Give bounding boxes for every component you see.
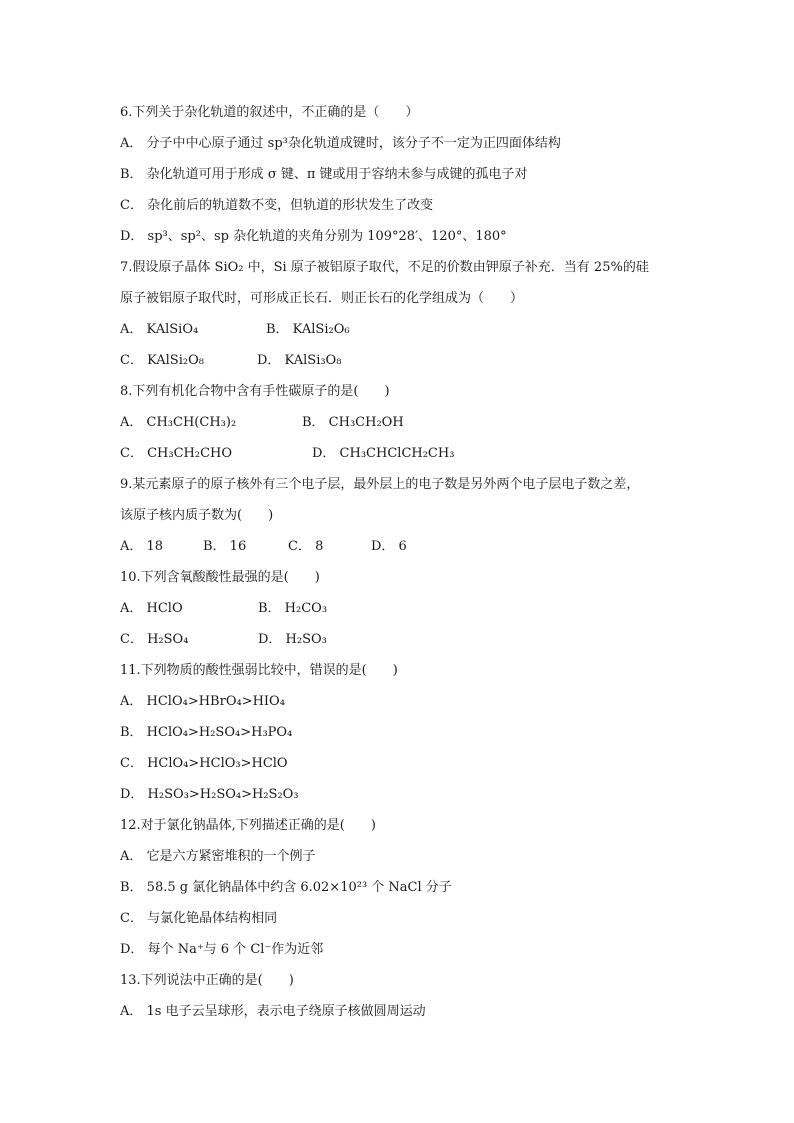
question-6-stem: 6.下列关于杂化轨道的叙述中，不正确的是（ ） (120, 105, 419, 120)
question-9-option-a: A． 18 (120, 539, 164, 554)
question-12-option-b: B． 58.5 g 氯化钠晶体中约含 6.02×10²³ 个 NaCl 分子 (120, 880, 452, 895)
question-11-option-a: A． HClO₄>HBrO₄>HIO₄ (120, 694, 285, 709)
question-7-option-c: C． KAlSi₂O₈ (120, 353, 204, 368)
question-8-option-c: C． CH₃CH₂CHO (120, 446, 233, 461)
question-8-option-b: B． CH₃CH₂OH (302, 415, 404, 430)
question-9-stem-line-2: 该原子核内质子数为( ) (120, 508, 274, 523)
question-7-stem-line-1: 7.假设原子晶体 SiO₂ 中，Si 原子被铝原子取代，不足的价数由钾原子补充．当有 25%的硅 (120, 260, 649, 275)
question-13-option-a: A． 1s 电子云呈球形，表示电子绕原子核做圆周运动 (120, 1004, 426, 1019)
question-10-option-a: A． HClO (120, 601, 183, 616)
question-10-option-d: D． H₂SO₃ (258, 632, 327, 647)
question-8-stem: 8.下列有机化合物中含有手性碳原子的是( ) (120, 384, 390, 399)
question-9-stem-line-1: 9.某元素原子的原子核外有三个电子层，最外层上的电子数是另外两个电子层电子数之差， (120, 477, 640, 492)
question-12-stem: 12.对于氯化钠晶体,下列描述正确的是( ) (120, 818, 376, 833)
question-9-option-b: B． 16 (203, 539, 247, 554)
question-12-option-c: C． 与氯化铯晶体结构相同 (120, 911, 278, 926)
question-9-option-d: D． 6 (371, 539, 407, 554)
question-6-option-b: B． 杂化轨道可用于形成 σ 键、π 键或用于容纳未参与成键的孤电子对 (120, 167, 528, 182)
question-9-option-c: C． 8 (288, 539, 324, 554)
question-13-stem: 13.下列说法中正确的是( ) (120, 973, 294, 988)
question-7-option-a: A． KAlSiO₄ (120, 322, 199, 337)
question-11-option-c: C． HClO₄>HClO₃>HClO (120, 756, 288, 771)
question-7-option-d: D． KAlSi₃O₈ (257, 353, 342, 368)
question-11-stem: 11.下列物质的酸性强弱比较中，错误的是( ) (120, 663, 398, 678)
question-12-option-d: D． 每个 Na⁺与 6 个 Cl⁻作为近邻 (120, 942, 324, 957)
question-7-option-b: B． KAlSi₂O₆ (266, 322, 350, 337)
question-6-option-d: D． sp³、sp²、sp 杂化轨道的夹角分别为 109°28′、120°、180° (120, 229, 507, 244)
question-8-option-a: A． CH₃CH(CH₃)₂ (120, 415, 237, 430)
question-11-option-b: B． HClO₄>H₂SO₄>H₃PO₄ (120, 725, 293, 740)
question-6-option-c: C． 杂化前后的轨道数不变，但轨道的形状发生了改变 (120, 198, 434, 213)
question-10-stem: 10.下列含氧酸酸性最强的是( ) (120, 570, 320, 585)
question-10-option-c: C． H₂SO₄ (120, 632, 189, 647)
question-7-stem-line-2: 原子被铝原子取代时，可形成正长石．则正长石的化学组成为（ ） (120, 291, 524, 306)
question-11-option-d: D． H₂SO₃>H₂SO₄>H₂S₂O₃ (120, 787, 299, 802)
question-6-option-a: A． 分子中中心原子通过 sp³杂化轨道成键时，该分子不一定为正四面体结构 (120, 136, 561, 151)
question-12-option-a: A． 它是六方紧密堆积的一个例子 (120, 849, 316, 864)
question-10-option-b: B． H₂CO₃ (258, 601, 328, 616)
question-8-option-d: D． CH₃CHClCH₂CH₃ (312, 446, 455, 461)
